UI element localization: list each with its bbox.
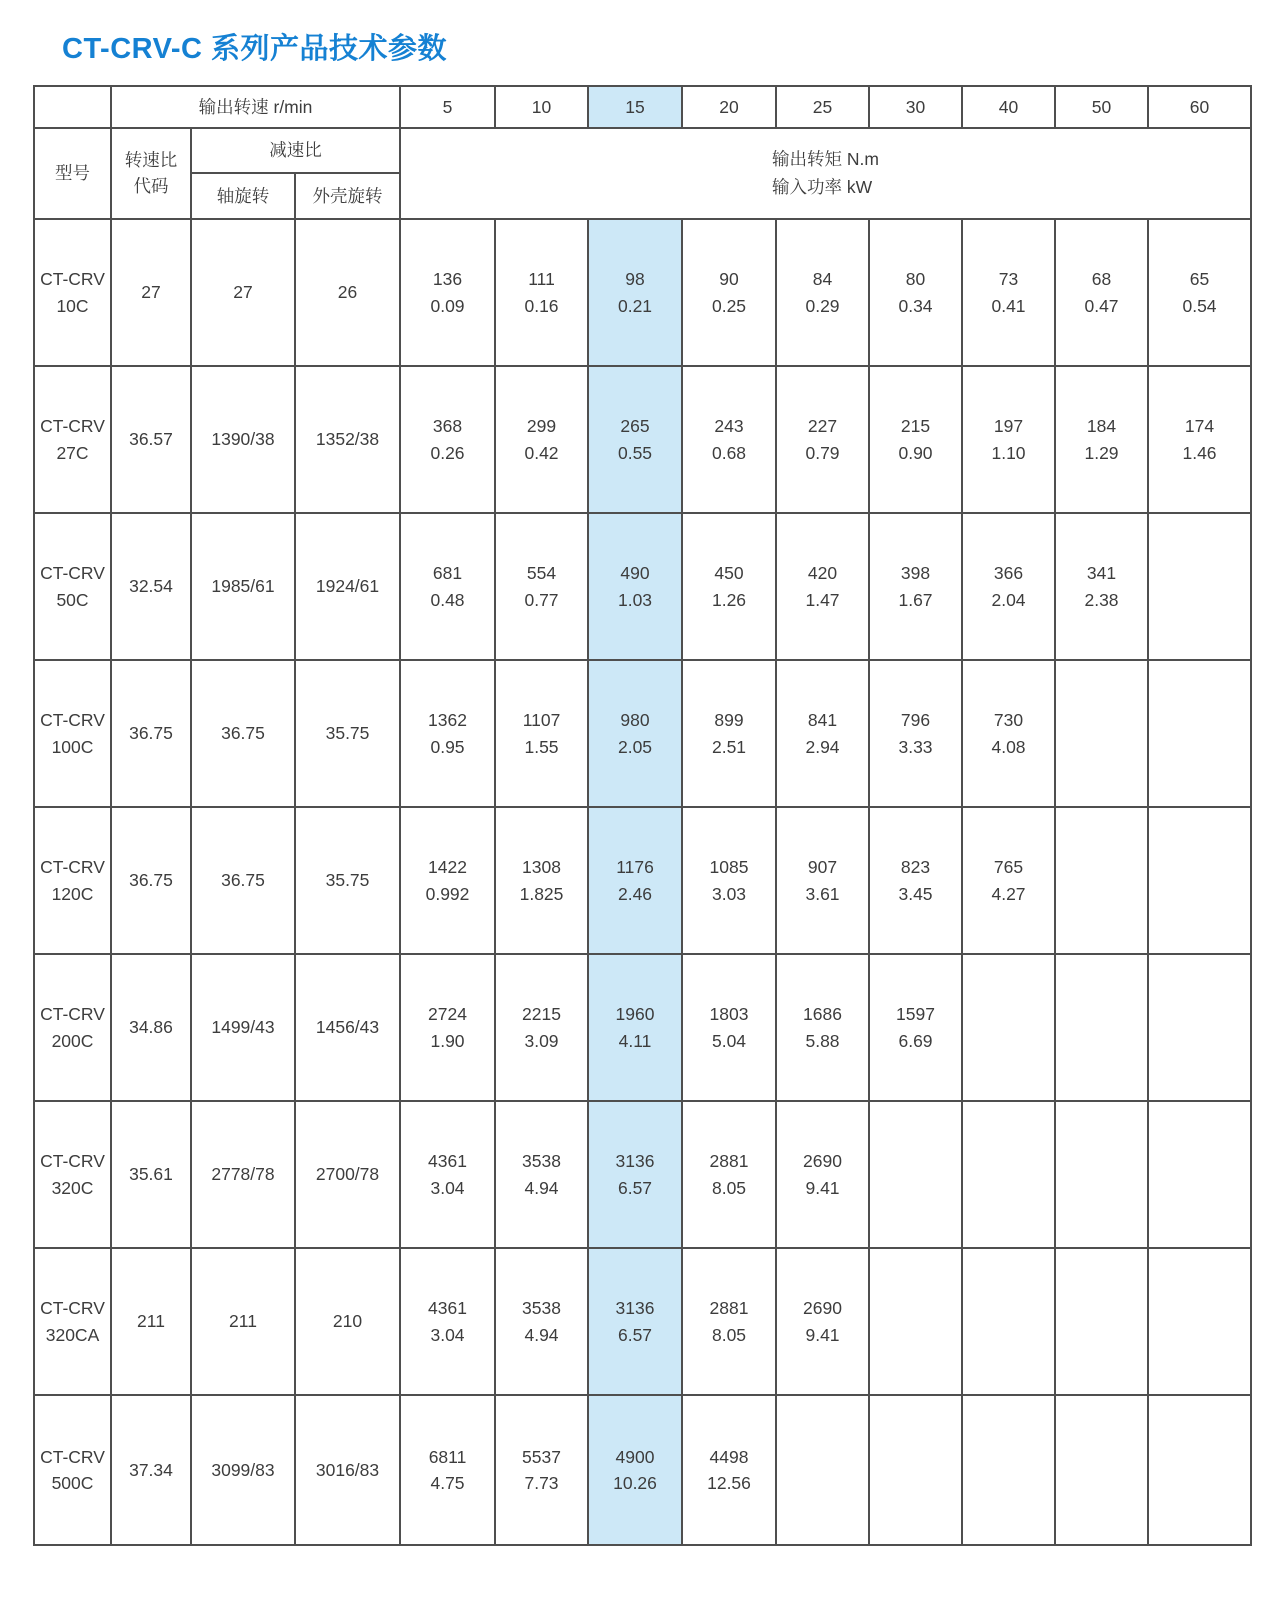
model-cell: CT-CRV 50C xyxy=(34,513,111,660)
value-cell xyxy=(962,1248,1055,1395)
group-header-row xyxy=(34,128,1251,173)
ratio-code-cell: 37.34 xyxy=(111,1395,191,1545)
value-cell xyxy=(1148,1101,1251,1248)
value-cell: 243 0.68 xyxy=(682,366,776,513)
value-cell: 841 2.94 xyxy=(776,660,869,807)
value-cell xyxy=(1055,1395,1148,1545)
ratio-code-cell: 36.75 xyxy=(111,660,191,807)
value-cell: 299 0.42 xyxy=(495,366,588,513)
value-cell xyxy=(776,1395,869,1545)
value-cell: 2881 8.05 xyxy=(682,1248,776,1395)
value-cell: 227 0.79 xyxy=(776,366,869,513)
housing-ratio-cell: 35.75 xyxy=(295,807,400,954)
value-cell xyxy=(869,1395,962,1545)
value-cell: 823 3.45 xyxy=(869,807,962,954)
value-cell: 2690 9.41 xyxy=(776,1248,869,1395)
torque-power-header xyxy=(400,128,1251,219)
speed-header-cell: 20 xyxy=(682,86,776,128)
corner-cell xyxy=(34,86,111,128)
ratio-code-cell: 34.86 xyxy=(111,954,191,1101)
value-cell xyxy=(962,1101,1055,1248)
value-cell: 450 1.26 xyxy=(682,513,776,660)
value-cell: 1686 5.88 xyxy=(776,954,869,1101)
model-cell: CT-CRV 27C xyxy=(34,366,111,513)
shaft-rotation-header: 轴旋转 xyxy=(191,173,295,219)
table-row xyxy=(34,366,1251,513)
speed-header-cell: 50 xyxy=(1055,86,1148,128)
value-cell: 90 0.25 xyxy=(682,219,776,366)
value-cell: 899 2.51 xyxy=(682,660,776,807)
shaft-ratio-cell: 36.75 xyxy=(191,807,295,954)
value-cell xyxy=(1148,660,1251,807)
value-cell: 1176 2.46 xyxy=(588,807,682,954)
speed-header-cell: 30 xyxy=(869,86,962,128)
table-row xyxy=(34,219,1251,366)
value-cell: 73 0.41 xyxy=(962,219,1055,366)
speed-header-cell: 40 xyxy=(962,86,1055,128)
output-speed-header: 输出转速 r/min xyxy=(111,86,400,128)
value-cell: 1803 5.04 xyxy=(682,954,776,1101)
value-cell: 1362 0.95 xyxy=(400,660,495,807)
value-cell xyxy=(1055,660,1148,807)
value-cell: 84 0.29 xyxy=(776,219,869,366)
value-cell: 3538 4.94 xyxy=(495,1248,588,1395)
ratio-code-cell: 35.61 xyxy=(111,1101,191,1248)
value-cell: 4361 3.04 xyxy=(400,1248,495,1395)
value-cell xyxy=(1055,1101,1148,1248)
table-row xyxy=(34,954,1251,1101)
housing-ratio-cell: 26 xyxy=(295,219,400,366)
value-cell: 265 0.55 xyxy=(588,366,682,513)
model-cell: CT-CRV 500C xyxy=(34,1395,111,1545)
table-body xyxy=(34,219,1251,1545)
value-cell xyxy=(962,1395,1055,1545)
value-cell: 398 1.67 xyxy=(869,513,962,660)
value-cell: 2881 8.05 xyxy=(682,1101,776,1248)
speed-header-cell: 60 xyxy=(1148,86,1251,128)
value-cell: 366 2.04 xyxy=(962,513,1055,660)
value-cell: 681 0.48 xyxy=(400,513,495,660)
housing-ratio-cell: 1352/38 xyxy=(295,366,400,513)
shaft-ratio-cell: 1985/61 xyxy=(191,513,295,660)
table-row xyxy=(34,1248,1251,1395)
value-cell: 2215 3.09 xyxy=(495,954,588,1101)
housing-ratio-cell: 2700/78 xyxy=(295,1101,400,1248)
model-header: 型号 xyxy=(34,128,111,219)
value-cell: 796 3.33 xyxy=(869,660,962,807)
value-cell: 174 1.46 xyxy=(1148,366,1251,513)
shaft-ratio-cell: 211 xyxy=(191,1248,295,1395)
page-title: CT-CRV-C 系列产品技术参数 xyxy=(62,33,447,65)
model-cell: CT-CRV 100C xyxy=(34,660,111,807)
value-cell xyxy=(1055,954,1148,1101)
model-cell: CT-CRV 200C xyxy=(34,954,111,1101)
value-cell: 341 2.38 xyxy=(1055,513,1148,660)
housing-ratio-cell: 35.75 xyxy=(295,660,400,807)
table-row xyxy=(34,513,1251,660)
spec-table xyxy=(33,85,1252,1546)
speed-header-cell-highlighted: 15 xyxy=(588,86,682,128)
value-cell: 368 0.26 xyxy=(400,366,495,513)
shaft-ratio-cell: 1499/43 xyxy=(191,954,295,1101)
value-cell: 68 0.47 xyxy=(1055,219,1148,366)
value-cell: 215 0.90 xyxy=(869,366,962,513)
ratio-code-cell: 211 xyxy=(111,1248,191,1395)
value-cell: 1107 1.55 xyxy=(495,660,588,807)
value-cell xyxy=(1148,1248,1251,1395)
value-cell: 730 4.08 xyxy=(962,660,1055,807)
shaft-ratio-cell: 27 xyxy=(191,219,295,366)
model-cell: CT-CRV 320CA xyxy=(34,1248,111,1395)
table-row xyxy=(34,807,1251,954)
housing-ratio-cell: 1924/61 xyxy=(295,513,400,660)
value-cell xyxy=(1148,954,1251,1101)
value-cell: 1960 4.11 xyxy=(588,954,682,1101)
value-cell xyxy=(1055,1248,1148,1395)
ratio-code-cell: 27 xyxy=(111,219,191,366)
speed-header-cell: 10 xyxy=(495,86,588,128)
value-cell: 4361 3.04 xyxy=(400,1101,495,1248)
speed-header-cell: 25 xyxy=(776,86,869,128)
value-cell: 554 0.77 xyxy=(495,513,588,660)
model-cell: CT-CRV 320C xyxy=(34,1101,111,1248)
value-cell xyxy=(1055,807,1148,954)
value-cell: 1085 3.03 xyxy=(682,807,776,954)
value-cell: 2690 9.41 xyxy=(776,1101,869,1248)
speed-header-row xyxy=(34,86,1251,128)
value-cell: 184 1.29 xyxy=(1055,366,1148,513)
value-cell: 1597 6.69 xyxy=(869,954,962,1101)
ratio-code-cell: 36.57 xyxy=(111,366,191,513)
ratio-code-cell: 32.54 xyxy=(111,513,191,660)
value-cell xyxy=(962,954,1055,1101)
value-cell xyxy=(869,1248,962,1395)
value-cell: 490 1.03 xyxy=(588,513,682,660)
model-cell: CT-CRV 120C xyxy=(34,807,111,954)
value-cell: 420 1.47 xyxy=(776,513,869,660)
value-cell xyxy=(1148,1395,1251,1545)
value-cell: 3136 6.57 xyxy=(588,1101,682,1248)
value-cell: 907 3.61 xyxy=(776,807,869,954)
value-cell xyxy=(1148,513,1251,660)
value-cell: 5537 7.73 xyxy=(495,1395,588,1545)
torque-power-label: 输出转矩 N.m 输入功率 kW xyxy=(772,149,879,197)
value-cell: 136 0.09 xyxy=(400,219,495,366)
ratio-code-cell: 36.75 xyxy=(111,807,191,954)
value-cell xyxy=(869,1101,962,1248)
value-cell: 197 1.10 xyxy=(962,366,1055,513)
housing-ratio-cell: 210 xyxy=(295,1248,400,1395)
value-cell: 765 4.27 xyxy=(962,807,1055,954)
ratio-code-header: 转速比 代码 xyxy=(111,128,191,219)
value-cell xyxy=(1148,807,1251,954)
table-row xyxy=(34,1395,1251,1545)
value-cell: 4900 10.26 xyxy=(588,1395,682,1545)
value-cell: 6811 4.75 xyxy=(400,1395,495,1545)
table-row xyxy=(34,660,1251,807)
value-cell: 98 0.21 xyxy=(588,219,682,366)
shaft-ratio-cell: 1390/38 xyxy=(191,366,295,513)
value-cell: 3136 6.57 xyxy=(588,1248,682,1395)
value-cell: 65 0.54 xyxy=(1148,219,1251,366)
value-cell: 1308 1.825 xyxy=(495,807,588,954)
value-cell: 80 0.34 xyxy=(869,219,962,366)
value-cell: 980 2.05 xyxy=(588,660,682,807)
reduction-ratio-header: 减速比 xyxy=(191,128,400,173)
value-cell: 111 0.16 xyxy=(495,219,588,366)
value-cell: 2724 1.90 xyxy=(400,954,495,1101)
housing-ratio-cell: 3016/83 xyxy=(295,1395,400,1545)
shaft-ratio-cell: 36.75 xyxy=(191,660,295,807)
housing-ratio-cell: 1456/43 xyxy=(295,954,400,1101)
speed-header-cell: 5 xyxy=(400,86,495,128)
shaft-ratio-cell: 2778/78 xyxy=(191,1101,295,1248)
value-cell: 4498 12.56 xyxy=(682,1395,776,1545)
housing-rotation-header: 外壳旋转 xyxy=(295,173,400,219)
model-cell: CT-CRV 10C xyxy=(34,219,111,366)
shaft-ratio-cell: 3099/83 xyxy=(191,1395,295,1545)
value-cell: 1422 0.992 xyxy=(400,807,495,954)
table-row xyxy=(34,1101,1251,1248)
value-cell: 3538 4.94 xyxy=(495,1101,588,1248)
